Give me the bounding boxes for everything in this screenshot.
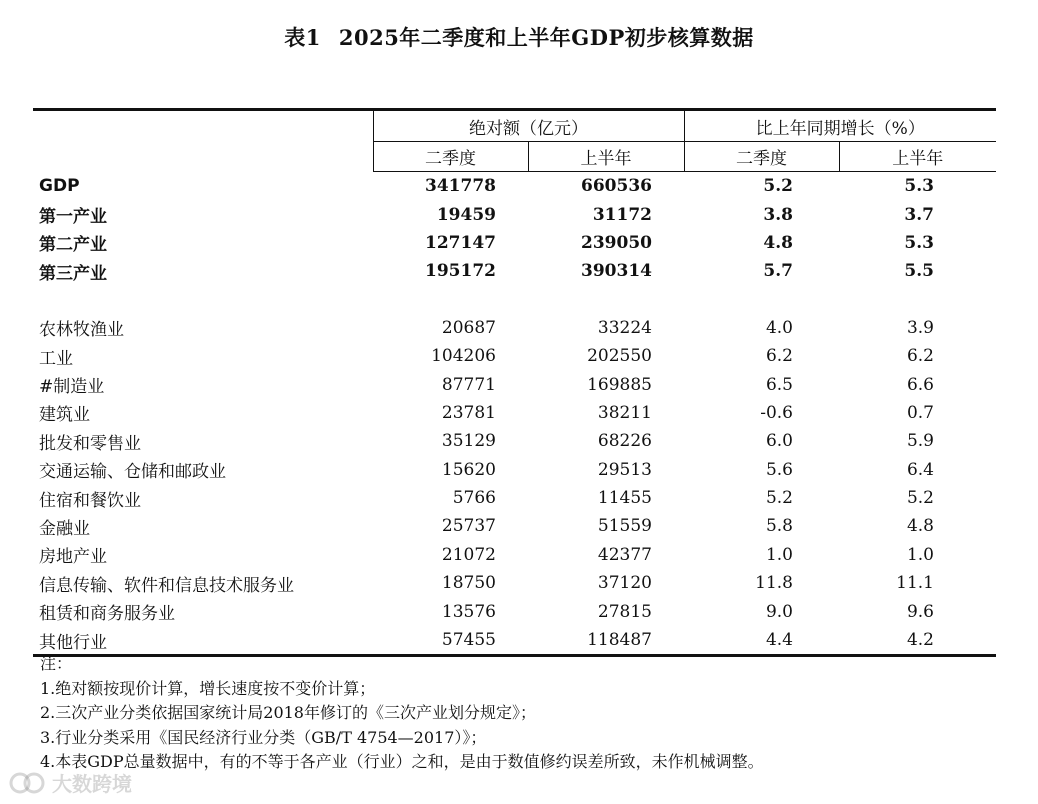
cell-h1-absolute: 27815 [597,601,652,622]
table-row [33,512,996,540]
row-label-text: 交通运输、仓储和邮政业 [39,462,226,483]
cell-q2-absolute: 5766 [452,488,496,509]
cell-q2-absolute: 20687 [441,317,496,338]
cell-h1-growth: 5.3 [904,232,934,253]
cell-h1-growth: 6.2 [906,346,934,367]
note-2: 2.三次产业分类依据国家统计局2018年修订的《三次产业划分规定》； [40,703,536,722]
cell-h1-absolute: 37120 [597,573,652,594]
cell-h1-growth: 6.4 [906,459,934,480]
row-label-text: 租赁和商务服务业 [39,604,175,625]
cell-h1-growth: 6.6 [906,374,934,395]
row-label [33,569,373,597]
cell-h1-growth: 5.5 [904,261,934,282]
row-label-text: 建筑业 [39,405,90,426]
table-notes [40,652,764,775]
cell-q2-absolute: 21072 [441,544,496,565]
cell-q2-absolute: 127147 [425,232,496,253]
cell-h1-absolute: 202550 [587,346,652,367]
cell-h1-absolute: 42377 [597,544,652,565]
cell-h1-absolute: 38211 [597,402,652,423]
cell-q2-growth: 9.0 [765,601,793,622]
cell-h1-growth: 4.2 [839,626,996,656]
row-label [33,512,373,540]
table-row [33,229,996,257]
cell-q2-growth: 5.7 [763,261,793,282]
cell-q2-growth: 5.6 [765,459,793,480]
cell-q2-growth: 5.2 [765,488,793,509]
note-3: 3.行业分类采用《国民经济行业分类（GB/T 4754—2017）》； [40,727,487,747]
table-row [33,399,996,427]
notes-heading: 注： [40,654,73,673]
table-row [33,597,996,625]
table-row [33,569,996,597]
row-label-text: 第三产业 [39,263,107,284]
row-label-text: 金融业 [39,518,90,539]
table-number: 表1 [284,25,321,50]
header-growth: 比上年同期增长（%） [684,110,996,142]
cell-q2-absolute: 13576 [441,601,496,622]
table-row [33,427,996,455]
cell-q2-growth: 1.0 [765,544,793,565]
header-q2-growth: 二季度 [684,142,839,172]
row-label-text: GDP [39,175,80,196]
note-1: 1.绝对额按现价计算，增长速度按不变价计算； [40,678,376,698]
cell-h1-growth: 4.8 [906,516,934,537]
row-label [33,456,373,484]
row-label [33,370,373,398]
row-label [33,399,373,427]
cell-q2-growth: 6.0 [765,431,793,452]
row-label-text: 住宿和餐饮业 [39,490,141,511]
cell-q2-growth: 11.8 [755,573,793,594]
cell-q2-growth: 4.0 [765,317,793,338]
watermark-text: 大数跨境 [52,772,132,796]
header-h1-abs: 上半年 [528,142,684,172]
table-row [33,172,996,201]
cell-h1-absolute: 239050 [581,232,652,253]
table-title-text: 2025年二季度和上半年GDP初步核算数据 [338,25,754,50]
row-label-text: 农林牧渔业 [39,320,124,341]
watermark [8,768,132,797]
cell-q2-absolute: 341778 [425,176,496,197]
cell-q2-absolute: 18750 [441,573,496,594]
row-label-text: 第二产业 [39,235,107,256]
row-label [33,342,373,370]
gdp-table [33,108,996,657]
cell-h1-absolute: 68226 [597,431,652,452]
header-absolute: 绝对额（亿元） [373,110,684,142]
header-stub [33,110,373,172]
cell-q2-absolute: 19459 [436,204,496,225]
cell-q2-absolute: 195172 [425,261,496,282]
cell-q2-absolute: 15620 [441,459,496,480]
cell-h1-growth: 1.0 [906,544,934,565]
table-row [33,257,996,285]
row-label-text: 其他行业 [39,632,107,653]
row-label [33,427,373,455]
cell-q2-growth: 3.8 [763,204,793,225]
cell-h1-growth: 3.7 [904,204,934,225]
cell-h1-growth: 0.7 [906,402,934,423]
cell-h1-absolute: 31172 [592,204,652,225]
cell-h1-growth: 5.9 [906,431,934,452]
row-label [33,541,373,569]
table-title [0,22,1038,52]
row-label-text: #制造业 [39,377,105,398]
row-label-text: 批发和零售业 [39,433,141,454]
row-label [33,314,373,342]
row-label-text: 房地产业 [39,547,107,568]
cell-q2-absolute: 23781 [441,402,496,423]
watermark-logo-icon [8,769,48,797]
spacer-row [33,286,996,314]
row-label-text: 信息传输、软件和信息技术服务业 [39,575,294,596]
table-row [33,314,996,342]
header-q2-abs: 二季度 [373,142,528,172]
cell-h1-absolute: 11455 [597,488,652,509]
cell-h1-growth: 3.9 [906,317,934,338]
spacer-cell [33,286,996,314]
cell-q2-absolute: 87771 [441,374,496,395]
cell-h1-absolute: 33224 [597,317,652,338]
table-row [33,541,996,569]
cell-q2-absolute: 35129 [441,431,496,452]
cell-h1-growth: 9.6 [906,601,934,622]
cell-q2-absolute: 25737 [441,516,496,537]
table-row [33,484,996,512]
cell-q2-growth: 5.8 [765,516,793,537]
cell-h1-absolute: 118487 [528,626,684,656]
cell-h1-absolute: 29513 [597,459,652,480]
cell-h1-absolute: 51559 [597,516,652,537]
cell-q2-absolute: 57455 [373,626,528,656]
row-label [33,597,373,625]
table-row [33,342,996,370]
table-row [33,456,996,484]
cell-h1-absolute: 390314 [581,261,652,282]
row-label [33,484,373,512]
row-label-text: 工业 [39,348,73,369]
header-h1-growth: 上半年 [839,142,996,172]
cell-q2-growth: 6.2 [765,346,793,367]
cell-q2-growth: -0.6 [760,402,793,423]
row-label-text: 第一产业 [39,207,107,228]
table-row [33,370,996,398]
cell-q2-growth: 4.4 [684,626,839,656]
cell-h1-growth: 5.2 [906,488,934,509]
cell-q2-growth: 6.5 [765,374,793,395]
table-row [33,200,996,228]
note-4: 4.本表GDP总量数据中，有的不等于各产业（行业）之和，是由于数值修约误差所致，未作机械调整。 [40,752,764,771]
cell-q2-absolute: 104206 [431,346,496,367]
row-label [33,200,373,228]
cell-h1-absolute: 660536 [581,176,652,197]
row-label [33,257,373,285]
cell-q2-growth: 5.2 [763,176,793,197]
cell-h1-growth: 5.3 [904,176,934,197]
cell-h1-absolute: 169885 [587,374,652,395]
row-label [33,172,373,201]
cell-q2-growth: 4.8 [763,232,793,253]
row-label [33,229,373,257]
cell-h1-growth: 11.1 [896,573,934,594]
